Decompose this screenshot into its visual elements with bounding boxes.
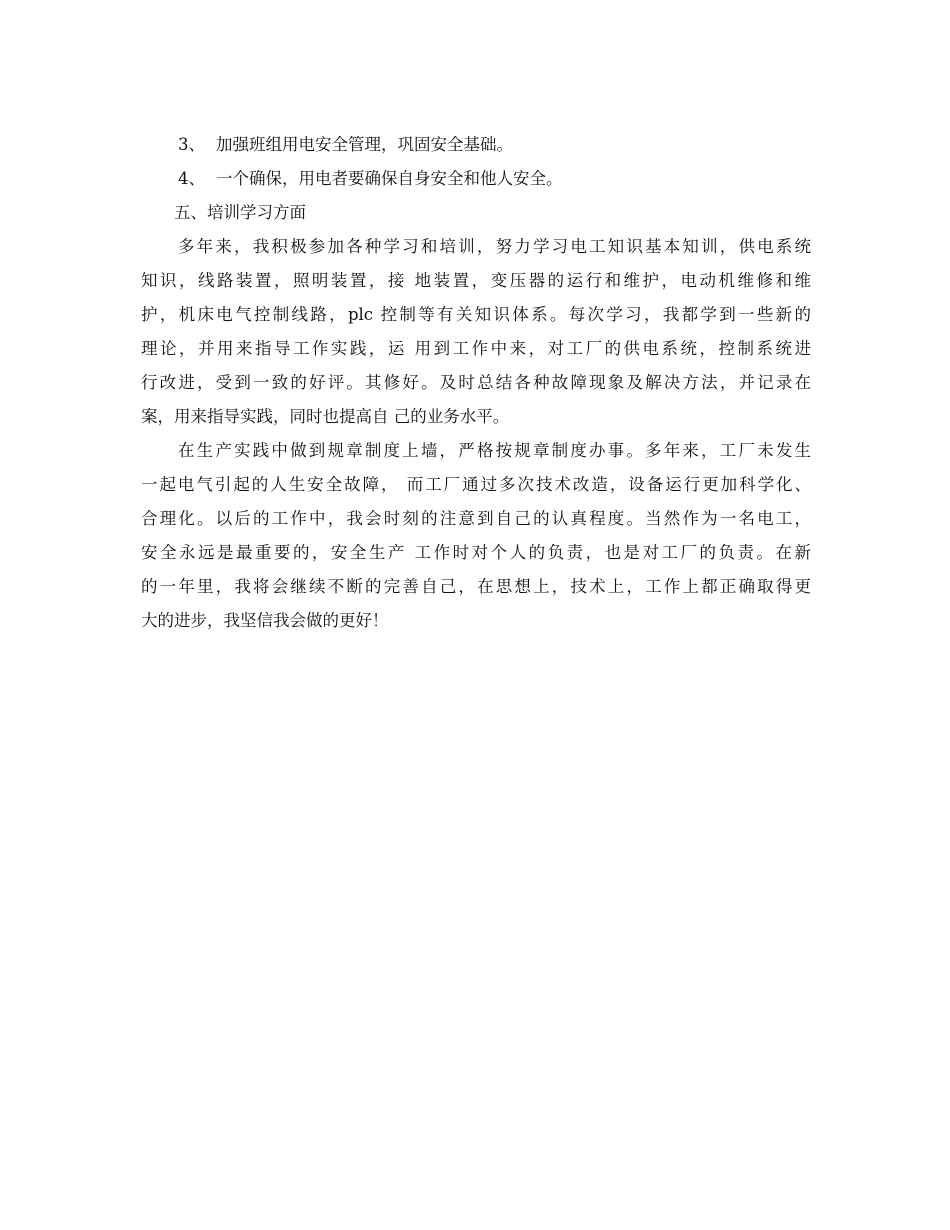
list-item-text: 加强班组用电安全管理，巩固安全基础。 xyxy=(216,135,513,154)
paragraph-line: 在生产实践中做到规章制度上墙，严格按规章制度办事。多年来，工厂未发生 xyxy=(178,441,811,460)
paragraph-line: 的一年里，我将会继续不断的完善自己，在思想上，技术上，工作上都正确取得更 xyxy=(141,577,811,596)
paragraph-line: 护，机床电气控制线路，plc 控制等有关知识体系。每次学习，我都学到一些新的 xyxy=(141,305,811,324)
paragraph-line: 合理化。以后的工作中，我会时刻的注意到自己的认真程度。当然作为一名电工， xyxy=(141,509,811,528)
section-heading: 五、培训学习方面 xyxy=(174,203,306,222)
paragraph-line: 大的进步，我坚信我会做的更好！ xyxy=(141,611,389,630)
paragraph-line: 案，用来指导实践，同时也提高自 己的业务水平。 xyxy=(141,407,510,426)
list-item-number: 4、 xyxy=(178,169,205,188)
document-body xyxy=(141,128,811,638)
paragraph-training xyxy=(141,230,811,434)
list-item-number: 3、 xyxy=(178,135,205,154)
paragraph-line: 安全永远是最重要的，安全生产 工作时对个人的负责，也是对工厂的负责。在新 xyxy=(141,543,811,562)
paragraph-line: 一起电气引起的人生安全故障， 而工厂通过多次技术改造，设备运行更加科学化、 xyxy=(141,475,811,494)
paragraph-practice xyxy=(141,434,811,638)
paragraph-line: 理论，并用来指导工作实践，运 用到工作中来，对工厂的供电系统，控制系统进 xyxy=(141,339,811,358)
paragraph-line: 行改进，受到一致的好评。其修好。及时总结各种故障现象及解决方法，并记录在 xyxy=(141,373,811,392)
paragraph-line: 知识，线路装置，照明装置，接 地装置，变压器的运行和维护，电动机维修和维 xyxy=(141,271,811,290)
list-item-3 xyxy=(141,128,811,162)
list-item-text: 一个确保，用电者要确保自身安全和他人安全。 xyxy=(216,169,563,188)
paragraph-line: 多年来，我积极参加各种学习和培训，努力学习电工知识基本知训，供电系统 xyxy=(178,237,811,256)
list-item-4 xyxy=(141,162,811,196)
